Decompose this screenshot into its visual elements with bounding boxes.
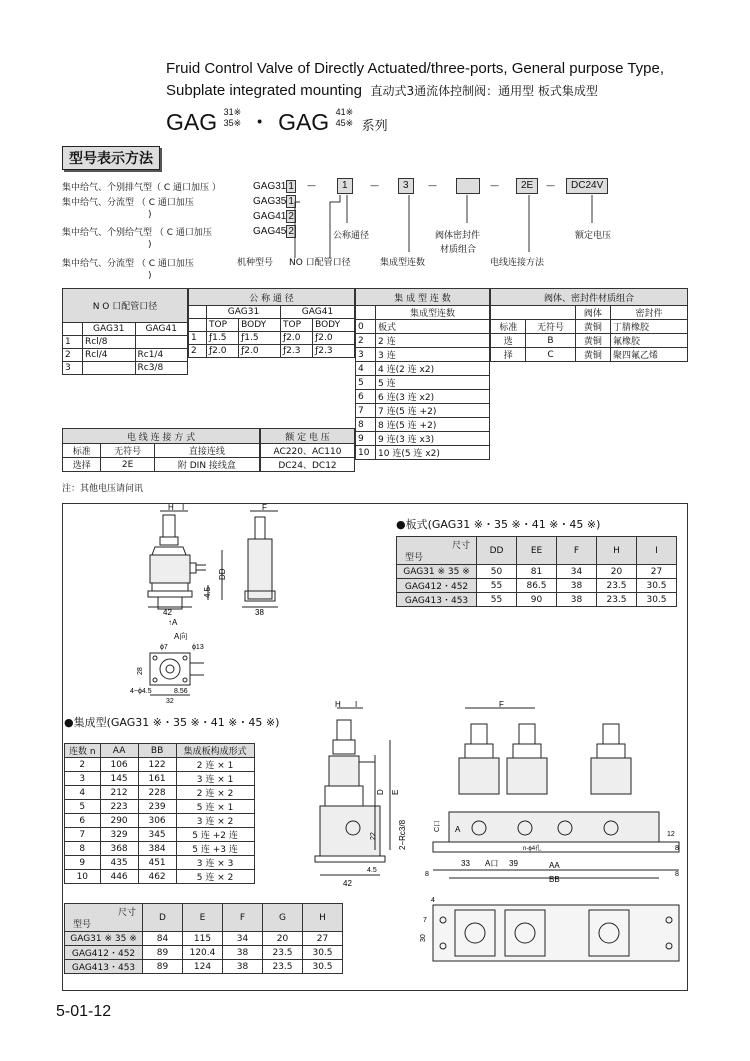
table-row: 8 8 连(5 连 +2) (356, 418, 490, 432)
table-corner: 尺寸 型号 (397, 537, 477, 565)
dim-8-56: 8.56 (174, 688, 188, 695)
table-row: AC220、AC110 (261, 444, 355, 458)
table-row: 2 2 连 (356, 334, 490, 348)
table-row: 择 C 黄铜 聚四氟乙烯 (491, 348, 688, 362)
table-manifold-count: 集 成 型 连 数 集成型连数 0 板式 2 2 连 3 3 连 4 4 连(2 连 x2) 5 5 连 6 6 连(3 连 x2) 7 7 连(5 连 +2) 8 8 连(5 连 +2) 9 9 连(3 连 x3) 10 10 连(5 连 x2) (355, 288, 490, 460)
plate-title: ●板式(GAG31 ※・35 ※・41 ※・45 ※) (396, 518, 601, 531)
table-row: 6 290 306 3 连 × 2 (65, 814, 255, 828)
label-a-view: A向 (174, 632, 188, 641)
caption-nominal: 公称通径 (333, 231, 370, 241)
label-a-port-2: A口 (485, 859, 499, 868)
table-no-port: N O 口配管口径 GAG31 GAG41 1 Rcl/8 2 Rcl/4 Rc1/4 3 Rc3/8 (62, 288, 188, 375)
table-row: 8 368 384 5 连 +3 连 (65, 842, 255, 856)
dim-12: 12 (667, 831, 675, 838)
table-row: 1 ƒ1.5 ƒ1.5 ƒ2.0 ƒ2.0 (189, 332, 355, 345)
dash: — (307, 181, 316, 191)
series-b-sup: 41※ (335, 107, 354, 117)
series-suffix: 系列 (361, 119, 388, 134)
caption-voltage: 额定电压 (575, 231, 612, 241)
model-code: GAG31 1 (253, 181, 294, 192)
table-row: 5 5 连 (356, 376, 490, 390)
dim-h: H (335, 700, 341, 709)
caption-wiring: 电线连接方法 (490, 258, 545, 268)
dim-aa: AA (549, 861, 560, 870)
manifold-dim-table: 尺寸 型号 D E F G H GAG31 ※ 35 ※ 84 115 34 20 27 GAG412・452 89 120.4 38 23.5 30.5 GAG413・453 89 124 38 23.5 30.5 (64, 903, 343, 974)
dim-32: 32 (166, 698, 174, 705)
table-header: 阀体、密封件材质组合 (491, 289, 688, 306)
series-a: GAG (166, 109, 218, 135)
dash: — (490, 181, 499, 191)
plate-valve-drawing (130, 505, 310, 705)
dim-e: E (391, 789, 400, 795)
section-heading: 型号表示方法 (62, 146, 160, 170)
caption-no-port: NO 口配管口径 (289, 258, 351, 268)
dim-bb: BB (549, 875, 560, 884)
table-row: DC24、DC12 (261, 458, 355, 472)
dash: — (370, 181, 379, 191)
dim-22: 22 (370, 832, 377, 840)
dim-h: H (168, 503, 174, 512)
label-a-port: A (455, 825, 461, 834)
dim-i: I (182, 503, 185, 512)
model-code: GAG45 2 (253, 226, 294, 237)
plate-dim-table: 尺寸 型号 DD EE F H I GAG31 ※ 35 ※ 50 81 34 20 27 GAG412・452 55 86.5 38 23.5 30.5 GAG413・453 55 90 38 23.5 30.5 (396, 536, 677, 607)
box-nominal: 3 (398, 178, 414, 194)
table-row: 6 6 连(3 连 x2) (356, 390, 490, 404)
table-row: 7 7 连(5 连 +2) (356, 404, 490, 418)
series-b-sub: 45※ (335, 118, 354, 128)
table-row: 4 212 228 2 连 × 2 (65, 786, 255, 800)
label-c-port: C口 (434, 819, 441, 832)
dim-f: F (499, 700, 504, 709)
dim-d: D (376, 789, 385, 795)
dim-rc: 2−Rc3/8 (398, 819, 407, 850)
table-row: GAG31 ※ 35 ※ 50 81 34 20 27 (397, 565, 677, 579)
manifold-side-drawing (315, 700, 425, 895)
title-line-2-en: Subplate integrated mounting (166, 82, 362, 99)
model-label-3b: ) (148, 240, 152, 250)
series-dot: ・ (248, 110, 271, 135)
title-line-1: Fruid Control Valve of Directly Actuated/three-ports, General purpose Type, (166, 60, 665, 77)
dim-4-5: 4.5 (203, 586, 212, 598)
caption-model-type: 机种型号 (237, 258, 274, 268)
table-row: GAG412・452 89 120.4 38 23.5 30.5 (65, 946, 343, 960)
dim-holes: 4−ϕ4.5 (130, 688, 152, 695)
table-row: 7 329 345 5 连 +2 连 (65, 828, 255, 842)
table-row: 1 Rcl/8 (63, 336, 188, 349)
table-row: 2 ƒ2.0 ƒ2.0 ƒ2.3 ƒ2.3 (189, 345, 355, 358)
model-code: GAG41 2 (253, 211, 294, 222)
page-number: 5-01-12 (56, 1003, 112, 1020)
table-row: 3 145 161 3 连 × 1 (65, 772, 255, 786)
dim-8: 8 (425, 871, 429, 878)
manifold-front-drawing (420, 700, 685, 990)
series-a-sub: 35※ (223, 118, 242, 128)
dim-phi13: ϕ13 (192, 644, 204, 651)
series-b: GAG (278, 109, 330, 135)
manifold-title: ●集成型(GAG31 ※・35 ※・41 ※・45 ※) (64, 716, 280, 729)
table-row: 5 223 239 5 连 × 1 (65, 800, 255, 814)
title-line-2 (166, 82, 598, 100)
model-code: GAG35 1 (253, 196, 294, 207)
caption-manifold: 集成型连数 (380, 258, 426, 268)
table-row: GAG413・453 89 124 38 23.5 30.5 (65, 960, 343, 974)
table-row: 4 4 连(2 连 x2) (356, 362, 490, 376)
table-row: 3 3 连 (356, 348, 490, 362)
series-b-variants (336, 107, 354, 129)
table-material: 阀体、密封件材质组合 阀体 密封件 标准 无符号 黄铜 丁腈橡胶 选 B 黄铜 氟橡胶 择 C 黄铜 聚四氟乙烯 (490, 288, 688, 362)
series-a-sup: 31※ (223, 107, 242, 117)
table-row: 9 9 连(3 连 x3) (356, 432, 490, 446)
table-header: 电 线 连 接 方 式 (63, 429, 260, 444)
dash: — (546, 181, 555, 191)
table-row: 标准 无符号 直接连线 (63, 444, 260, 458)
dim-39: 39 (509, 859, 518, 868)
table-corner: 尺寸 型号 (65, 904, 143, 932)
dash: — (428, 181, 437, 191)
table-wiring (62, 428, 260, 472)
table-row: 选择 2E 附 DIN 接线盒 (63, 458, 260, 472)
table-row: 10 446 462 5 连 × 2 (65, 870, 255, 884)
table-row: 10 10 连(5 连 x2) (356, 446, 490, 460)
dim-dd: DD (218, 568, 227, 580)
dim-4: 4 (431, 897, 435, 904)
table-voltage (260, 428, 355, 472)
dim-30: 30 (420, 934, 427, 942)
table-row: GAG412・452 55 86.5 38 23.5 30.5 (397, 579, 677, 593)
series-a-variants (224, 107, 242, 129)
caption-material-1: 阀体密封件 (435, 231, 481, 241)
box-wiring: 2E (516, 178, 538, 194)
manifold-count-table: 连数 n AA BB 集成板构成形式 2 106 122 2 连 × 1 3 145 161 3 连 × 1 4 212 228 2 连 × 2 5 223 239 5 连 × 1 6 290 306 3 连 × 2 7 329 345 5 连 +2 连 8 368 384 5 连 +3 连 9 435 451 3 连 × 3 10 446 462 5 连 × 2 (64, 743, 255, 884)
table-row: GAG31 ※ 35 ※ 84 115 34 20 27 (65, 932, 343, 946)
label-n-hole: n-ϕ4孔 (523, 846, 542, 852)
dim-i: I (355, 700, 358, 709)
dim-33: 33 (461, 859, 470, 868)
dim-38: 38 (255, 608, 264, 617)
table-header: 集 成 型 连 数 (356, 289, 490, 306)
box-no-port: 1 (337, 178, 353, 194)
table-header: N O 口配管口径 (63, 289, 188, 323)
table-row: 2 Rcl/4 Rc1/4 (63, 349, 188, 362)
model-label-4: 集中给气、分流型 （ C 通口加压 (62, 259, 194, 269)
label-a-arrow: ↑A (168, 618, 178, 627)
table-header: 额 定 电 压 (261, 429, 355, 444)
note: 注：其他电压请问讯 (62, 484, 144, 494)
table-row: 9 435 451 3 连 × 3 (65, 856, 255, 870)
table-row: GAG413・453 55 90 38 23.5 30.5 (397, 593, 677, 607)
dim-f: F (262, 503, 267, 512)
table-nominal: 公 称 通 径 GAG31 GAG41 TOP BODY TOP BODY 1 ƒ1.5 ƒ1.5 ƒ2.0 ƒ2.0 2 ƒ2.0 ƒ2.0 ƒ2.3 ƒ2.3 (188, 288, 355, 358)
model-label-3: 集中给气、个别给气型 （ C 通口加压 (62, 228, 212, 238)
dim-phi7: ϕ7 (160, 644, 168, 651)
dim-42: 42 (343, 879, 352, 888)
dim-8: 8 (675, 845, 679, 852)
table-row: 标准 无符号 黄铜 丁腈橡胶 (491, 320, 688, 334)
model-label-2b: ) (148, 210, 152, 220)
model-label-4b: ) (148, 271, 152, 281)
dim-4-5: 4.5 (367, 867, 377, 874)
dim-42: 42 (163, 608, 172, 617)
model-label-2: 集中给气、分流型 （ C 通口加压 (62, 198, 194, 208)
table-header: 公 称 通 径 (189, 289, 355, 306)
table-row: 选 B 黄铜 氟橡胶 (491, 334, 688, 348)
dim-7: 7 (423, 917, 427, 924)
table-row: 2 106 122 2 连 × 1 (65, 758, 255, 772)
table-row: 0 板式 (356, 320, 490, 334)
title-line-2-cn: 直动式3通流体控制阀：通用型 板式集成型 (370, 84, 598, 98)
table-row: 3 Rc3/8 (63, 362, 188, 375)
caption-material-2: 材质组合 (440, 245, 477, 255)
model-label-1: 集中给气、个别排气型（ C 通口加压 ） (62, 183, 221, 193)
series-title (166, 106, 388, 134)
dim-8: 8 (675, 871, 679, 878)
box-voltage: DC24V (566, 178, 608, 194)
dim-28: 28 (137, 667, 144, 675)
